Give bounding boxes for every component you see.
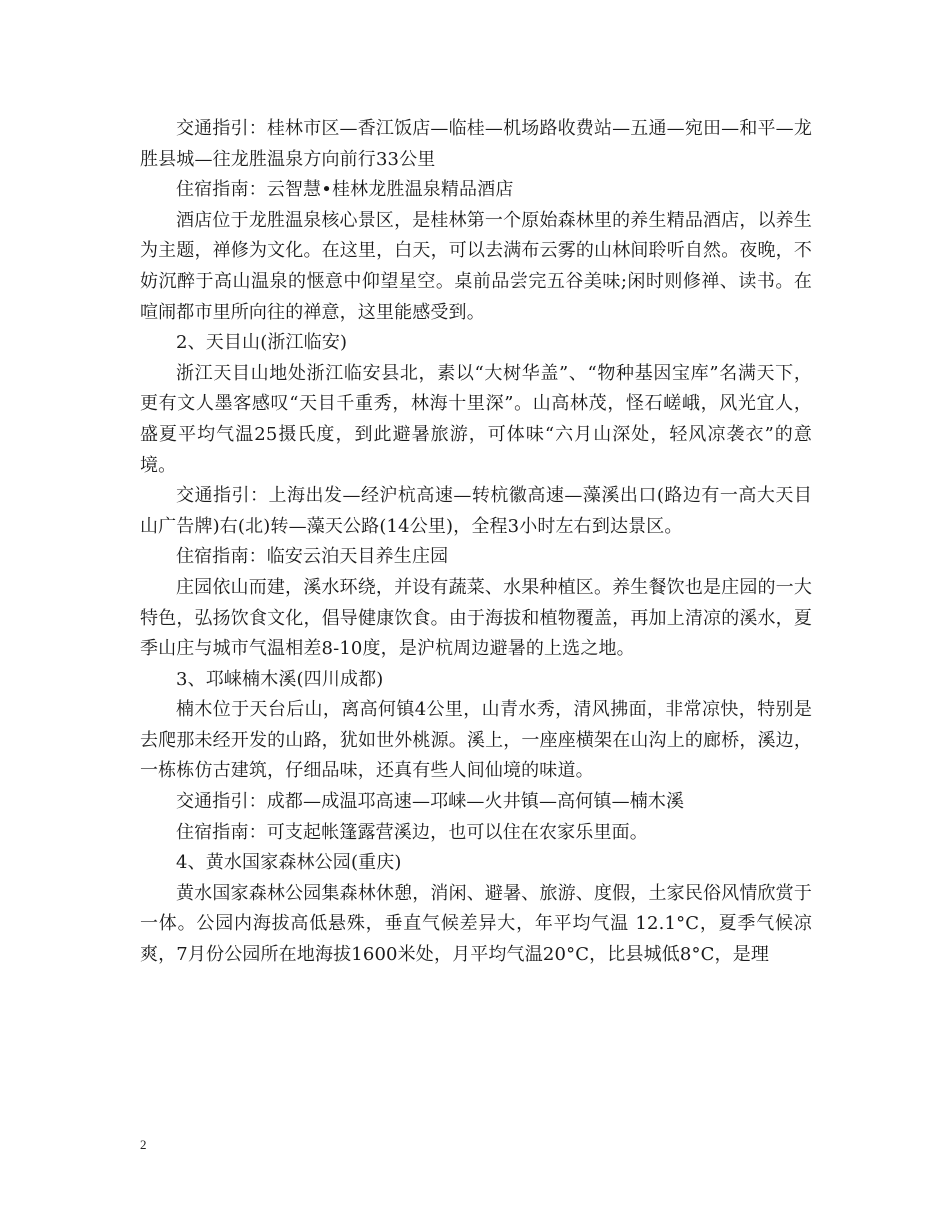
paragraph-nanmuxi-intro: 楠木位于天台后山，离高何镇4公里，山青水秀，清风拂面，非常凉快，特别是去爬那未经开发的山路，犹如世外桃源。溪上，一座座横架在山沟上的廊桥，溪边，一栋栋仿古建筑，仔细品味，还真有些人间仙境的味道。 — [140, 699, 812, 782]
page-number: 2 — [140, 1137, 147, 1152]
section-heading-huangshui: 4、黄水国家森林公园(重庆) — [176, 852, 402, 874]
section-heading-nanmuxi: 3、邛崃楠木溪(四川成都) — [176, 668, 384, 690]
paragraph-tianmushan-intro: 浙江天目山地处浙江临安县北，素以“大树华盖”、“物种基因宝库”名满天下，更有文人墨客感叹“天目千重秀，林海十里深”。山高林茂，怪石嵯峨，风光宜人，盛夏平均气温25摄氏度，到此避暑旅游，可体味“六月山深处，轻风凉袭衣”的意境。 — [140, 362, 812, 476]
paragraph-huangshui-intro: 黄水国家森林公园集森林休憩，消闲、避暑、旅游、度假，土家民俗风情欣赏于一体。公园内海拔高低悬殊，垂直气候差异大，年平均气温 12.1°C，夏季气候凉爽，7月份公园所在地海拔1600米处，月平均气温20°C，比县城低8°C，是理 — [140, 882, 812, 966]
paragraph-traffic-guilin: 交通指引：桂林市区—香江饭店—临桂—机场路收费站—五通—宛田—和平—龙胜县城—往龙胜温泉方向前行33公里 — [140, 118, 812, 170]
paragraph-hotel-description: 酒店位于龙胜温泉核心景区，是桂林第一个原始森林里的养生精品酒店，以养生为主题，禅修为文化。在这里，白天，可以去满布云雾的山林间聆听自然。夜晚，不妨沉醉于高山温泉的惬意中仰望星空。桌前品尝完五谷美味;闲时则修禅、读书。在喧闹都市里所向往的禅意，这里能感受到。 — [140, 209, 812, 323]
paragraph-manor-description: 庄园依山而建，溪水环绕，并设有蔬菜、水果种植区。养生餐饮也是庄园的一大特色，弘扬饮食文化，倡导健康饮食。由于海拔和植物覆盖，再加上清凉的溪水，夏季山庄与城市气温相差8-10度，是沪杭周边避暑的上选之地。 — [140, 576, 812, 660]
paragraph-lodging-guilin: 住宿指南：云智慧•桂林龙胜温泉精品酒店 — [176, 179, 514, 201]
document-body — [140, 114, 812, 971]
paragraph-lodging-tianmushan: 住宿指南：临安云泊天目养生庄园 — [176, 546, 449, 568]
paragraph-traffic-nanmuxi: 交通指引：成都—成温邛高速—邛崃—火井镇—高何镇—楠木溪 — [176, 791, 685, 813]
section-heading-tianmushan: 2、天目山(浙江临安) — [176, 332, 348, 354]
paragraph-traffic-tianmushan: 交通指引：上海出发—经沪杭高速—转杭徽高速—藻溪出口(路边有一高大天目山广告牌)右(北)转—藻天公路(14公里)，全程3小时左右到达景区。 — [140, 485, 812, 537]
paragraph-lodging-nanmuxi: 住宿指南：可支起帐篷露营溪边，也可以住在农家乐里面。 — [176, 821, 648, 843]
